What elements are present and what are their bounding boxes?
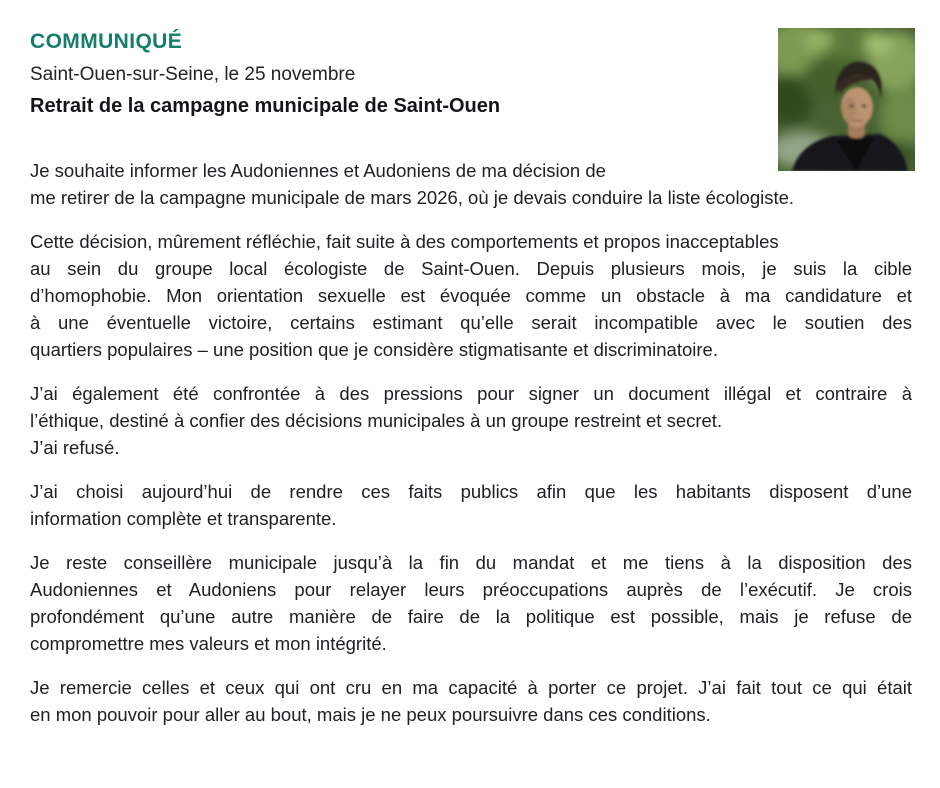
page-title: Retrait de la campagne municipale de Saint-Ouen xyxy=(30,95,501,117)
paragraph-4 xyxy=(30,478,912,532)
paragraph-3-line-3: J’ai refusé. xyxy=(30,437,120,458)
paragraph-4-line-1: J’ai choisi aujourd’hui de rendre ces faits publics afin que les habitants disposent d’une xyxy=(30,481,912,502)
paragraph-3 xyxy=(30,380,912,461)
paragraph-6 xyxy=(30,674,912,728)
paragraph-6-line-1: Je remercie celles et ceux qui ont cru en ma capacité à porter ce projet. J’ai fait tout ce qui était xyxy=(30,677,912,698)
paragraph-6-line-2: en mon pouvoir pour aller au bout, mais je ne peux poursuivre dans ces conditions. xyxy=(30,704,711,725)
paragraph-4-line-2: information complète et transparente. xyxy=(30,508,337,529)
paragraph-2-line-2: au sein du groupe local écologiste de Saint-Ouen. Depuis plusieurs mois, je suis la cible xyxy=(30,258,912,279)
paragraph-2-line-5: quartiers populaires – une position que je considère stigmatisante et discriminatoire. xyxy=(30,339,718,360)
paragraph-1 xyxy=(30,157,912,211)
paragraph-3-line-2: l’éthique, destiné à confier des décisions municipales à un groupe restreint et secret. xyxy=(30,410,723,431)
paragraph-2-line-3: d’homophobie. Mon orientation sexuelle est évoquée comme un obstacle à ma candidature et xyxy=(30,285,912,306)
paragraph-5 xyxy=(30,549,912,657)
paragraph-2-line-1: Cette décision, mûrement réfléchie, fait suite à des comportements et propos inacceptables xyxy=(30,231,779,252)
paragraph-5-line-4: compromettre mes valeurs et mon intégrité. xyxy=(30,633,387,654)
paragraph-5-line-2: Audoniennes et Audoniens pour relayer leurs préoccupations auprès de l’exécutif. Je crois xyxy=(30,579,912,600)
paragraph-2-line-4: à une éventuelle victoire, certains estimant qu’elle serait incompatible avec le soutien des xyxy=(30,312,912,333)
paragraph-1-line-1: Je souhaite informer les Audoniennes et Audoniens de ma décision de xyxy=(30,160,606,181)
paragraph-1-line-2: me retirer de la campagne municipale de mars 2026, où je devais conduire la liste écologiste. xyxy=(30,187,795,208)
kicker-communique: COMMUNIQUÉ xyxy=(30,30,183,53)
paragraph-5-line-3: profondément qu’une autre manière de faire de la politique est possible, mais je refuse de xyxy=(30,606,912,627)
body-text xyxy=(30,157,912,728)
dateline: Saint-Ouen-sur-Seine, le 25 novembre xyxy=(30,64,356,85)
paragraph-5-line-1: Je reste conseillère municipale jusqu’à la fin du mandat et me tiens à la disposition des xyxy=(30,552,912,573)
paragraph-2 xyxy=(30,228,912,363)
paragraph-3-line-1: J’ai également été confrontée à des pressions pour signer un document illégal et contraire à xyxy=(30,383,912,404)
document-content xyxy=(30,30,912,728)
